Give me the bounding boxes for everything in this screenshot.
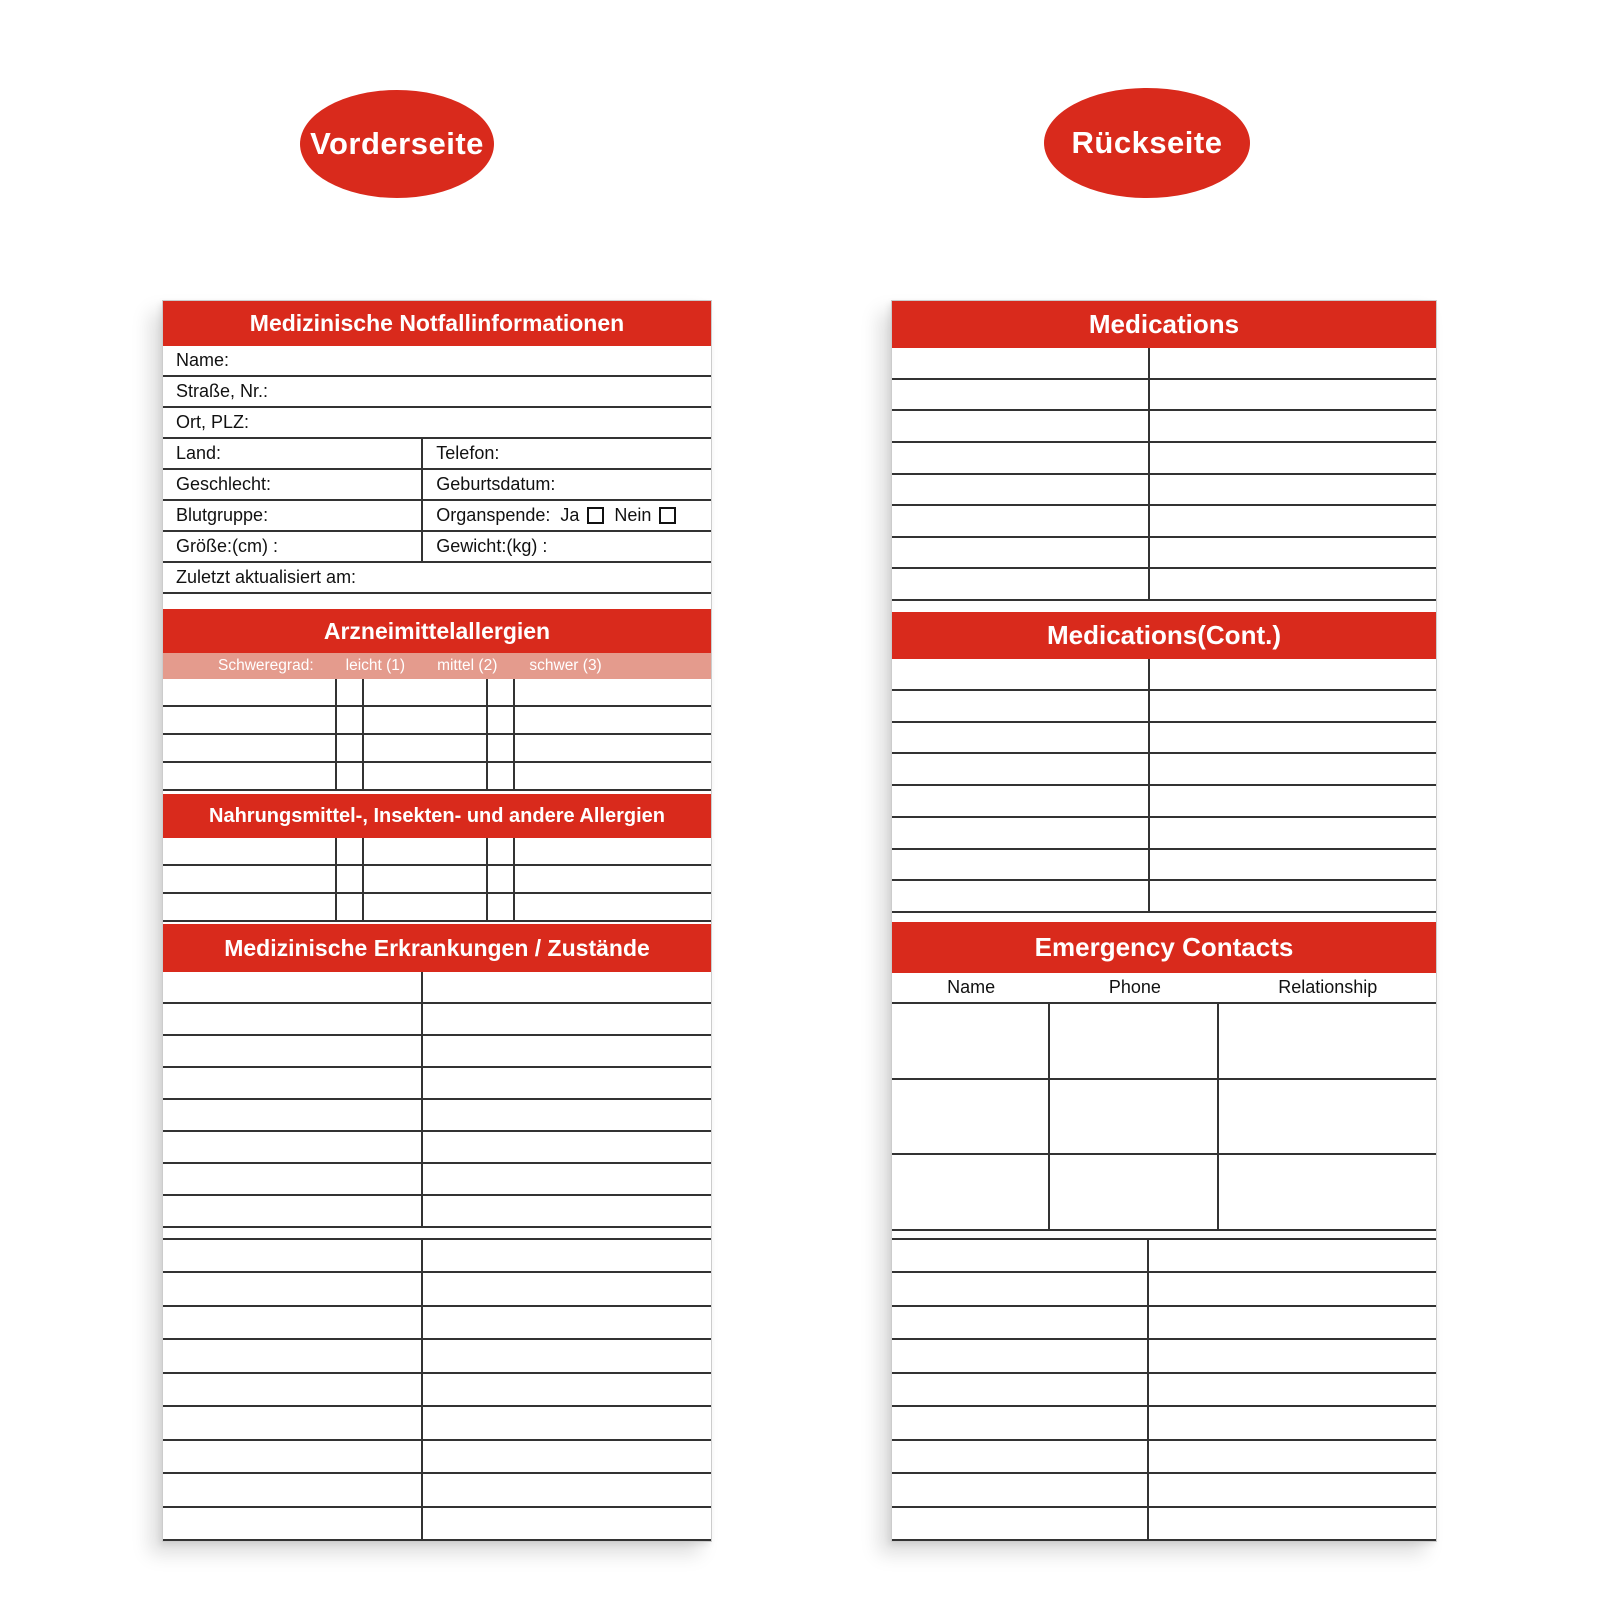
severity-box-cell bbox=[337, 735, 363, 761]
organ-yes-checkbox bbox=[587, 507, 604, 524]
country-cell bbox=[163, 439, 423, 468]
condition-cell bbox=[163, 1100, 423, 1130]
section-gap bbox=[163, 1228, 711, 1238]
medication-cell bbox=[892, 691, 1150, 721]
country-phone-row bbox=[163, 439, 711, 470]
contact-name-cell bbox=[892, 1155, 1050, 1229]
condition-cell bbox=[423, 1164, 711, 1194]
severity-box-cell bbox=[337, 679, 363, 705]
allergy-name-cell bbox=[364, 763, 489, 789]
emergency-contacts-header-row bbox=[892, 973, 1436, 1004]
condition-cell bbox=[423, 1240, 711, 1271]
back-side-badge: Rückseite bbox=[1044, 88, 1250, 198]
phone-label: Telefon: bbox=[436, 443, 500, 463]
medication-cell bbox=[892, 569, 1150, 599]
organ-donor-label: Organspende: bbox=[436, 505, 551, 525]
severity-level-severe: schwer (3) bbox=[529, 657, 602, 674]
notes-blank-row bbox=[892, 1407, 1436, 1440]
front-side-badge: Vorderseite bbox=[300, 90, 494, 198]
condition-cell bbox=[423, 1196, 711, 1226]
allergy-blank-row bbox=[163, 866, 711, 894]
city-row bbox=[163, 408, 711, 439]
notes-blank-row bbox=[892, 1508, 1436, 1541]
medication-cell bbox=[1150, 754, 1436, 784]
city-label: Ort, PLZ: bbox=[176, 412, 250, 432]
notes-blank-row bbox=[892, 1240, 1436, 1273]
medication-cell bbox=[892, 881, 1150, 911]
conditions-table-part1 bbox=[163, 972, 711, 1228]
conditions-title-band: Medizinische Erkrankungen / Zustände bbox=[163, 924, 711, 972]
condition-cell bbox=[163, 1340, 423, 1371]
medication-cell bbox=[1150, 691, 1436, 721]
phone-cell bbox=[423, 439, 711, 468]
condition-blank-row bbox=[163, 1441, 711, 1474]
medication-cell bbox=[892, 348, 1150, 378]
birthdate-cell bbox=[423, 470, 711, 499]
section-gap bbox=[892, 913, 1436, 922]
notes-blank-row bbox=[892, 1374, 1436, 1407]
notes-cell bbox=[892, 1508, 1149, 1539]
severity-box-cell bbox=[337, 838, 363, 864]
contact-relationship-column-header: Relationship bbox=[1278, 977, 1378, 997]
allergy-name-cell bbox=[364, 866, 489, 892]
medication-blank-row bbox=[892, 881, 1436, 913]
condition-cell bbox=[423, 1036, 711, 1066]
medication-blank-row bbox=[892, 723, 1436, 755]
condition-cell bbox=[163, 1374, 423, 1405]
organ-yes-label: Ja bbox=[560, 505, 580, 525]
severity-box-cell bbox=[488, 735, 514, 761]
section-gap bbox=[892, 601, 1436, 612]
condition-blank-row bbox=[163, 1004, 711, 1036]
medication-cell bbox=[892, 818, 1150, 848]
severity-legend-band bbox=[163, 653, 711, 679]
condition-cell bbox=[163, 1407, 423, 1438]
contact-phone-cell bbox=[1050, 1155, 1219, 1229]
condition-cell bbox=[163, 972, 423, 1002]
severity-box-cell bbox=[488, 763, 514, 789]
condition-cell bbox=[423, 1508, 711, 1539]
medication-cell bbox=[892, 786, 1150, 816]
condition-cell bbox=[423, 1407, 711, 1438]
medication-cell bbox=[892, 538, 1150, 568]
allergy-name-cell bbox=[515, 735, 711, 761]
allergy-blank-row bbox=[163, 763, 711, 791]
back-card bbox=[891, 300, 1437, 1542]
allergy-name-cell bbox=[364, 735, 489, 761]
country-label: Land: bbox=[176, 443, 222, 463]
condition-cell bbox=[163, 1474, 423, 1505]
front-card bbox=[162, 300, 712, 1542]
medication-cell bbox=[1150, 786, 1436, 816]
condition-blank-row bbox=[163, 1340, 711, 1373]
notes-blank-row bbox=[892, 1273, 1436, 1306]
weight-label: Gewicht:(kg) : bbox=[436, 536, 548, 556]
extra-notes-table bbox=[892, 1238, 1436, 1541]
drug-allergies-table bbox=[163, 679, 711, 791]
medication-cell bbox=[892, 443, 1150, 473]
condition-cell bbox=[423, 1273, 711, 1304]
height-cell bbox=[163, 532, 423, 561]
notes-cell bbox=[892, 1307, 1149, 1338]
medication-cell bbox=[1150, 818, 1436, 848]
medications-title-band: Medications bbox=[892, 301, 1436, 348]
blood-type-label: Blutgruppe: bbox=[176, 505, 269, 525]
last-updated-row bbox=[163, 563, 711, 594]
severity-box-cell bbox=[337, 707, 363, 733]
street-row bbox=[163, 377, 711, 408]
allergy-name-cell bbox=[515, 838, 711, 864]
allergy-name-cell bbox=[163, 763, 337, 789]
other-allergies-table bbox=[163, 838, 711, 922]
conditions-table-part2 bbox=[163, 1238, 711, 1541]
medication-blank-row bbox=[892, 850, 1436, 882]
contact-phone-column-header: Phone bbox=[1108, 977, 1161, 997]
section-gap bbox=[163, 594, 711, 609]
condition-cell bbox=[163, 1441, 423, 1472]
severity-box-cell bbox=[488, 679, 514, 705]
condition-cell bbox=[423, 1374, 711, 1405]
severity-box-cell bbox=[337, 763, 363, 789]
medication-cell bbox=[892, 411, 1150, 441]
emergency-contacts-title-band: Emergency Contacts bbox=[892, 922, 1436, 973]
medication-cell bbox=[1150, 506, 1436, 536]
medication-blank-row bbox=[892, 348, 1436, 380]
severity-box-cell bbox=[488, 894, 514, 920]
section-gap bbox=[892, 1231, 1436, 1238]
condition-blank-row bbox=[163, 1132, 711, 1164]
medication-cell bbox=[1150, 411, 1436, 441]
allergy-name-cell bbox=[163, 866, 337, 892]
allergy-blank-row bbox=[163, 679, 711, 707]
condition-cell bbox=[423, 1004, 711, 1034]
contact-phone-cell bbox=[1050, 1004, 1219, 1078]
severity-box-cell bbox=[488, 707, 514, 733]
contact-blank-row bbox=[892, 1155, 1436, 1231]
medication-cell bbox=[892, 659, 1150, 689]
medication-cell bbox=[1150, 538, 1436, 568]
contact-relationship-cell bbox=[1219, 1155, 1436, 1229]
allergy-name-cell bbox=[163, 679, 337, 705]
organ-donor-cell bbox=[423, 501, 711, 530]
condition-cell bbox=[423, 1100, 711, 1130]
notes-cell bbox=[892, 1441, 1149, 1472]
contact-phone-cell bbox=[1050, 1080, 1219, 1154]
condition-cell bbox=[163, 1273, 423, 1304]
medication-cell bbox=[1150, 475, 1436, 505]
condition-cell bbox=[163, 1068, 423, 1098]
organ-no-label: Nein bbox=[614, 505, 652, 525]
severity-label: Schweregrad: bbox=[218, 657, 314, 674]
condition-blank-row bbox=[163, 1164, 711, 1196]
medication-cell bbox=[892, 506, 1150, 536]
condition-cell bbox=[163, 1508, 423, 1539]
organ-no-checkbox bbox=[659, 507, 676, 524]
medications-table bbox=[892, 348, 1436, 601]
name-label: Name: bbox=[176, 350, 230, 370]
weight-cell bbox=[423, 532, 711, 561]
name-row bbox=[163, 346, 711, 377]
medication-cell bbox=[1150, 348, 1436, 378]
severity-level-medium: mittel (2) bbox=[437, 657, 498, 674]
contact-name-column-header: Name bbox=[947, 977, 996, 997]
condition-blank-row bbox=[163, 1273, 711, 1306]
severity-box-cell bbox=[337, 866, 363, 892]
notes-blank-row bbox=[892, 1441, 1436, 1474]
medication-blank-row bbox=[892, 659, 1436, 691]
contact-blank-row bbox=[892, 1080, 1436, 1156]
allergy-name-cell bbox=[163, 894, 337, 920]
medication-cell bbox=[1150, 380, 1436, 410]
medication-blank-row bbox=[892, 754, 1436, 786]
medication-blank-row bbox=[892, 691, 1436, 723]
street-label: Straße, Nr.: bbox=[176, 381, 269, 401]
last-updated-label: Zuletzt aktualisiert am: bbox=[176, 567, 357, 587]
height-label: Größe:(cm) : bbox=[176, 536, 278, 556]
medication-cell bbox=[1150, 443, 1436, 473]
condition-blank-row bbox=[163, 1100, 711, 1132]
notes-cell bbox=[892, 1340, 1149, 1371]
bloodtype-organdonor-row bbox=[163, 501, 711, 532]
medication-blank-row bbox=[892, 411, 1436, 443]
condition-blank-row bbox=[163, 1036, 711, 1068]
birthdate-label: Geburtsdatum: bbox=[436, 474, 556, 494]
emergency-contacts-table bbox=[892, 1004, 1436, 1231]
notes-blank-row bbox=[892, 1474, 1436, 1507]
height-weight-row bbox=[163, 532, 711, 563]
condition-blank-row bbox=[163, 972, 711, 1004]
allergy-name-cell bbox=[364, 707, 489, 733]
allergy-name-cell bbox=[364, 679, 489, 705]
medication-blank-row bbox=[892, 475, 1436, 507]
allergy-name-cell bbox=[364, 838, 489, 864]
condition-cell bbox=[163, 1004, 423, 1034]
drug-allergies-title-band: Arzneimittelallergien bbox=[163, 609, 711, 653]
condition-cell bbox=[163, 1196, 423, 1226]
severity-box-cell bbox=[337, 894, 363, 920]
medication-blank-row bbox=[892, 818, 1436, 850]
allergy-name-cell bbox=[515, 707, 711, 733]
allergy-name-cell bbox=[163, 735, 337, 761]
condition-blank-row bbox=[163, 1508, 711, 1541]
condition-cell bbox=[163, 1240, 423, 1271]
blood-type-cell bbox=[163, 501, 423, 530]
allergy-name-cell bbox=[515, 679, 711, 705]
condition-cell bbox=[423, 1474, 711, 1505]
condition-cell bbox=[423, 1340, 711, 1371]
condition-cell bbox=[163, 1307, 423, 1338]
condition-blank-row bbox=[163, 1474, 711, 1507]
contact-name-cell bbox=[892, 1004, 1050, 1078]
allergy-name-cell bbox=[364, 894, 489, 920]
contact-relationship-cell bbox=[1219, 1004, 1436, 1078]
notes-cell bbox=[892, 1407, 1149, 1438]
gender-birthdate-row bbox=[163, 470, 711, 501]
allergy-name-cell bbox=[163, 707, 337, 733]
medication-blank-row bbox=[892, 569, 1436, 601]
contact-blank-row bbox=[892, 1004, 1436, 1080]
notes-blank-row bbox=[892, 1307, 1436, 1340]
condition-cell bbox=[423, 1307, 711, 1338]
medication-blank-row bbox=[892, 538, 1436, 570]
notes-cell bbox=[892, 1374, 1149, 1405]
front-card-title-band: Medizinische Notfallinformationen bbox=[163, 301, 711, 346]
condition-blank-row bbox=[163, 1374, 711, 1407]
allergy-name-cell bbox=[515, 763, 711, 789]
gender-cell bbox=[163, 470, 423, 499]
condition-cell bbox=[423, 972, 711, 1002]
notes-blank-row bbox=[892, 1340, 1436, 1373]
medication-cell bbox=[1150, 723, 1436, 753]
condition-blank-row bbox=[163, 1240, 711, 1273]
condition-cell bbox=[423, 1441, 711, 1472]
medication-cell bbox=[892, 380, 1150, 410]
medications-cont-title-band: Medications(Cont.) bbox=[892, 612, 1436, 659]
contact-name-cell bbox=[892, 1080, 1050, 1154]
condition-blank-row bbox=[163, 1407, 711, 1440]
medication-cell bbox=[1150, 850, 1436, 880]
severity-level-mild: leicht (1) bbox=[345, 657, 406, 674]
notes-cell bbox=[892, 1273, 1149, 1304]
severity-box-cell bbox=[488, 866, 514, 892]
medication-blank-row bbox=[892, 506, 1436, 538]
medication-cell bbox=[1150, 659, 1436, 689]
condition-cell bbox=[163, 1036, 423, 1066]
condition-blank-row bbox=[163, 1068, 711, 1100]
condition-cell bbox=[423, 1068, 711, 1098]
condition-blank-row bbox=[163, 1307, 711, 1340]
contact-relationship-cell bbox=[1219, 1080, 1436, 1154]
notes-cell bbox=[892, 1240, 1149, 1271]
allergy-blank-row bbox=[163, 894, 711, 922]
medication-cell bbox=[1150, 569, 1436, 599]
medication-cell bbox=[892, 754, 1150, 784]
condition-cell bbox=[163, 1164, 423, 1194]
condition-blank-row bbox=[163, 1196, 711, 1228]
medication-cell bbox=[892, 850, 1150, 880]
allergy-blank-row bbox=[163, 707, 711, 735]
severity-box-cell bbox=[488, 838, 514, 864]
other-allergies-title-band: Nahrungsmittel-, Insekten- und andere Allergien bbox=[163, 794, 711, 838]
medication-cell bbox=[1150, 881, 1436, 911]
medication-blank-row bbox=[892, 443, 1436, 475]
medication-blank-row bbox=[892, 786, 1436, 818]
medication-cell bbox=[892, 723, 1150, 753]
notes-cell bbox=[892, 1474, 1149, 1505]
allergy-blank-row bbox=[163, 735, 711, 763]
medication-blank-row bbox=[892, 380, 1436, 412]
personal-info-table bbox=[163, 346, 711, 594]
medication-cell bbox=[892, 475, 1150, 505]
allergy-name-cell bbox=[515, 866, 711, 892]
condition-cell bbox=[163, 1132, 423, 1162]
allergy-name-cell bbox=[515, 894, 711, 920]
medications-cont-table bbox=[892, 659, 1436, 913]
allergy-blank-row bbox=[163, 838, 711, 866]
gender-label: Geschlecht: bbox=[176, 474, 272, 494]
allergy-name-cell bbox=[163, 838, 337, 864]
condition-cell bbox=[423, 1132, 711, 1162]
